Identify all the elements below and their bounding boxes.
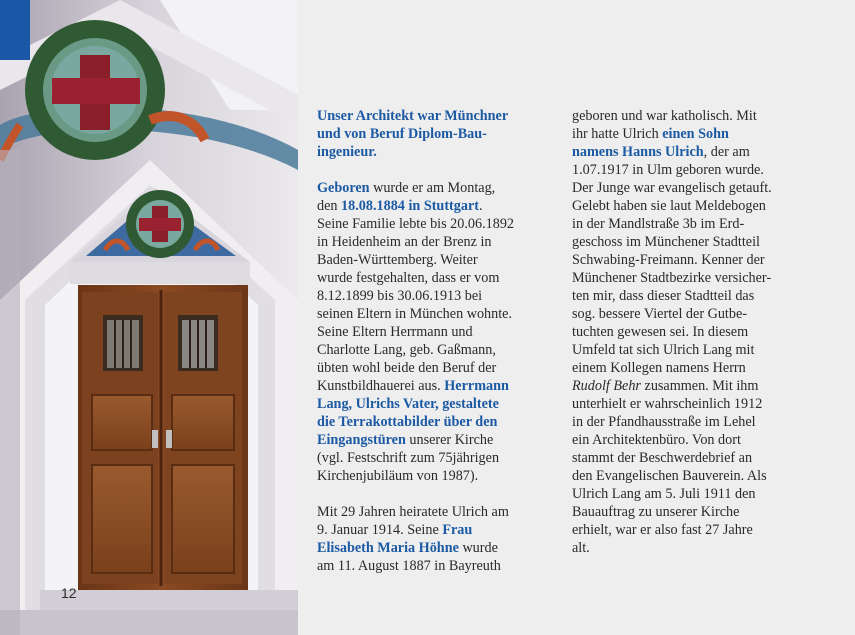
body-text: geschoss im Münchener Stadtteil (572, 234, 760, 250)
body-text: in der Pfandhausstraße im Lehel (572, 414, 756, 430)
text-line (572, 323, 812, 341)
text-line (572, 521, 812, 539)
text-line (572, 143, 812, 161)
text-line (572, 395, 812, 413)
body-text: einem Kollegen namens Herrn (572, 360, 746, 376)
body-text: seinen Eltern in München wohnte. (317, 306, 513, 322)
text-line (572, 467, 812, 485)
body-text: in der Mandlstraße 3b im Erd- (572, 216, 745, 232)
body-text: . (478, 198, 483, 214)
text-line (572, 485, 812, 503)
paragraph-gap (317, 485, 549, 503)
text-line (317, 287, 549, 305)
text-line (572, 197, 812, 215)
highlighted-text: und von Beruf Diplom-Bau- (317, 126, 487, 142)
text-line (572, 449, 812, 467)
text-line (572, 503, 812, 521)
body-text: den (317, 198, 342, 214)
body-text: wurde er am Montag, (369, 180, 496, 196)
text-line (572, 233, 812, 251)
body-text: Der Junge war evangelisch getauft. (572, 180, 772, 196)
church-door-photo (0, 0, 298, 635)
body-text: (vgl. Festschrift zum 75jährigen (317, 450, 500, 466)
text-line (572, 413, 812, 431)
highlighted-text: Elisabeth Maria Höhne (317, 540, 459, 556)
body-text: ten mir, dass dieser Stadtteil das (572, 288, 755, 304)
body-text: stammt der Beschwerdebrief an (572, 450, 753, 466)
body-text: Seine Eltern Herrmann und (317, 324, 473, 340)
page-number: 12 (61, 585, 77, 601)
body-text: Kirchenjubiläum von 1987). (317, 468, 479, 484)
highlighted-text: Frau (442, 522, 473, 538)
text-line (572, 215, 812, 233)
body-text: Mit 29 Jahren heiratete Ulrich am (317, 504, 509, 520)
blue-corner-tab (0, 0, 30, 60)
body-text: unserer Kirche (405, 432, 494, 448)
body-text: in Heidenheim an der Brenz in (317, 234, 492, 250)
body-text: Umfeld tat sich Ulrich Lang mit (572, 342, 755, 358)
body-text: Münchener Stadtbezirke versicher- (572, 270, 772, 286)
body-text: Kunstbildhauerei aus. (317, 378, 445, 394)
highlighted-text: 18.08.1884 in Stuttgart (341, 198, 479, 214)
highlighted-text: Lang, Ulrichs Vater, gestaltete (317, 396, 499, 412)
highlighted-text: Unser Architekt war Münchner (317, 108, 509, 124)
text-line (317, 359, 549, 377)
text-line (572, 341, 812, 359)
body-text: erhielt, war er also fast 27 Jahre (572, 522, 753, 538)
body-text: wurde (458, 540, 498, 556)
text-line (317, 413, 549, 431)
italic-text: Rudolf Behr (572, 378, 641, 394)
highlighted-text: namens Hanns Ulrich (572, 144, 704, 160)
body-text: Charlotte Lang, geb. Gaßmann, (317, 342, 496, 358)
text-line (317, 179, 549, 197)
text-line (317, 395, 549, 413)
text-column-right (572, 107, 812, 557)
text-line (572, 359, 812, 377)
text-line (572, 125, 812, 143)
body-text: den Evangelischen Bauverein. Als (572, 468, 767, 484)
text-line (317, 251, 549, 269)
body-text: tuchten gewesen sei. In diesem (572, 324, 749, 340)
body-text: ihr hatte Ulrich (572, 126, 663, 142)
text-line (317, 557, 549, 575)
text-line (317, 305, 549, 323)
highlighted-text: Eingangstüren (317, 432, 406, 448)
body-text: unterhielt er wahrscheinlich 1912 (572, 396, 763, 412)
body-text: Baden-Württemberg. Weiter (317, 252, 478, 268)
text-line (317, 269, 549, 287)
body-text: ein Architektenbüro. Von dort (572, 432, 741, 448)
body-text: Ulrich Lang am 5. Juli 1911 den (572, 486, 756, 502)
text-line (317, 341, 549, 359)
text-line (572, 269, 812, 287)
text-line (572, 305, 812, 323)
text-line (572, 251, 812, 269)
body-text: sog. bessere Viertel der Gutbe- (572, 306, 747, 322)
text-line (317, 539, 549, 557)
body-text: 9. Januar 1914. Seine (317, 522, 443, 538)
body-text: übten wohl beide den Beruf der (317, 360, 497, 376)
text-line (317, 377, 549, 395)
text-line (317, 431, 549, 449)
text-line (317, 197, 549, 215)
text-line (317, 107, 549, 125)
body-text: Gelebt haben sie laut Meldebogen (572, 198, 766, 214)
body-text: wurde festgehalten, dass er vom (317, 270, 500, 286)
text-column-left (317, 107, 549, 575)
body-text: Bauauftrag zu unserer Kirche (572, 504, 740, 520)
highlighted-text: Geboren (317, 180, 370, 196)
body-text: geboren und war katholisch. Mit (572, 108, 757, 124)
body-text: 8.12.1899 bis 30.06.1913 bei (317, 288, 483, 304)
text-line (572, 377, 812, 395)
text-line (572, 431, 812, 449)
body-text: Schwabing-Freimann. Kenner der (572, 252, 765, 268)
text-line (317, 449, 549, 467)
text-line (317, 125, 549, 143)
text-line (317, 323, 549, 341)
body-text: zusammen. Mit ihm (640, 378, 759, 394)
body-text: am 11. August 1887 in Bayreuth (317, 558, 501, 574)
text-line (572, 107, 812, 125)
text-line (572, 161, 812, 179)
highlighted-text: einen Sohn (662, 126, 729, 142)
body-text: alt. (572, 540, 590, 556)
text-line (572, 539, 812, 557)
text-line (572, 287, 812, 305)
text-line (317, 233, 549, 251)
text-line (572, 179, 812, 197)
text-line (317, 215, 549, 233)
highlighted-text: Herrmann (444, 378, 509, 394)
text-line (317, 467, 549, 485)
body-text: Seine Familie lebte bis 20.06.1892 (317, 216, 515, 232)
highlighted-text: ingenieur. (317, 144, 377, 160)
text-line (317, 503, 549, 521)
text-line (317, 521, 549, 539)
paragraph-gap (317, 161, 549, 179)
highlighted-text: die Terrakottabilder über den (317, 414, 498, 430)
text-line (317, 143, 549, 161)
body-text: 1.07.1917 in Ulm geboren wurde. (572, 162, 764, 178)
body-text: , der am (703, 144, 750, 160)
